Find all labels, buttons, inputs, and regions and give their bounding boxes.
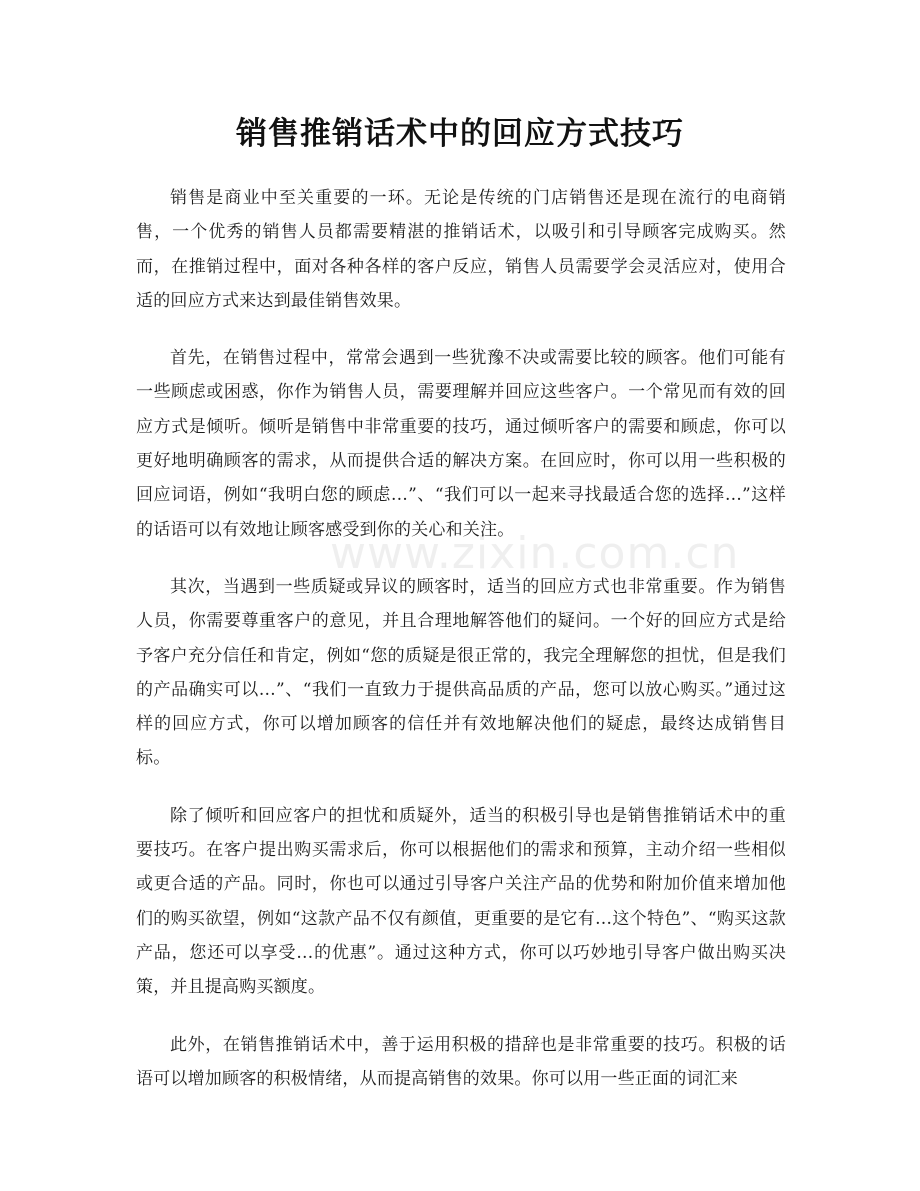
paragraph-4: 除了倾听和回应客户的担忧和质疑外，适当的积极引导也是销售推销话术中的重要技巧。在客户提出购买需求后，你可以根据他们的需求和预算，主动介绍一些相似或更合适的产品。同时，你也可以通过引导客户关注产品的优势和附加价值来增加他们的购买欲望，例如“这款产品不仅有颜值，更重要的是它有…这个特色”、“购买这款产品，您还可以享受…的优惠”。通过这种方式，你可以巧妙地引导客户做出购买决策，并且提高购买额度。 [136,805,786,998]
watermark-text: www.zixin.com.cn [330,528,740,579]
paragraph-1: 销售是商业中至关重要的一环。无论是传统的门店销售还是现在流行的电商销售，一个优秀的销售人员都需要精湛的推销话术，以吸引和引导顾客完成购买。然而，在推销过程中，面对各种各样的客户反应，销售人员需要学会灵活应对，使用合适的回应方式来达到最佳销售效果。 [136,188,786,311]
document-title: 销售推销话术中的回应方式技巧 [236,116,684,152]
document-body [136,181,786,1119]
paragraph-5: 此外，在销售推销话术中，善于运用积极的措辞也是非常重要的技巧。积极的话语可以增加顾客的积极情绪，从而提高销售的效果。你可以用一些正面的词汇来 [136,1034,786,1089]
paragraph-2: 首先，在销售过程中，常常会遇到一些犹豫不决或需要比较的顾客。他们可能有一些顾虑或困惑，你作为销售人员，需要理解并回应这些客户。一个常见而有效的回应方式是倾听。倾听是销售中非常重要的技巧，通过倾听客户的需要和顾虑，你可以更好地明确顾客的需求，从而提供合适的解决方案。在回应时，你可以用一些积极的回应词语，例如“我明白您的顾虑…”、“我们可以一起来寻找最适合您的选择…”这样的话语可以有效地让顾客感受到你的关心和关注。 [136,348,786,540]
paragraph-3: 其次，当遇到一些质疑或异议的顾客时，适当的回应方式也非常重要。作为销售人员，你需要尊重客户的意见，并且合理地解答他们的疑问。一个好的回应方式是给予客户充分信任和肯定，例如“您的质疑是很正常的，我完全理解您的担忧，但是我们的产品确实可以…”、“我们一直致力于提供高品质的产品，您可以放心购买。”通过这样的回应方式，你可以增加顾客的信任并有效地解决他们的疑虑，最终达成销售目标。 [136,576,786,769]
